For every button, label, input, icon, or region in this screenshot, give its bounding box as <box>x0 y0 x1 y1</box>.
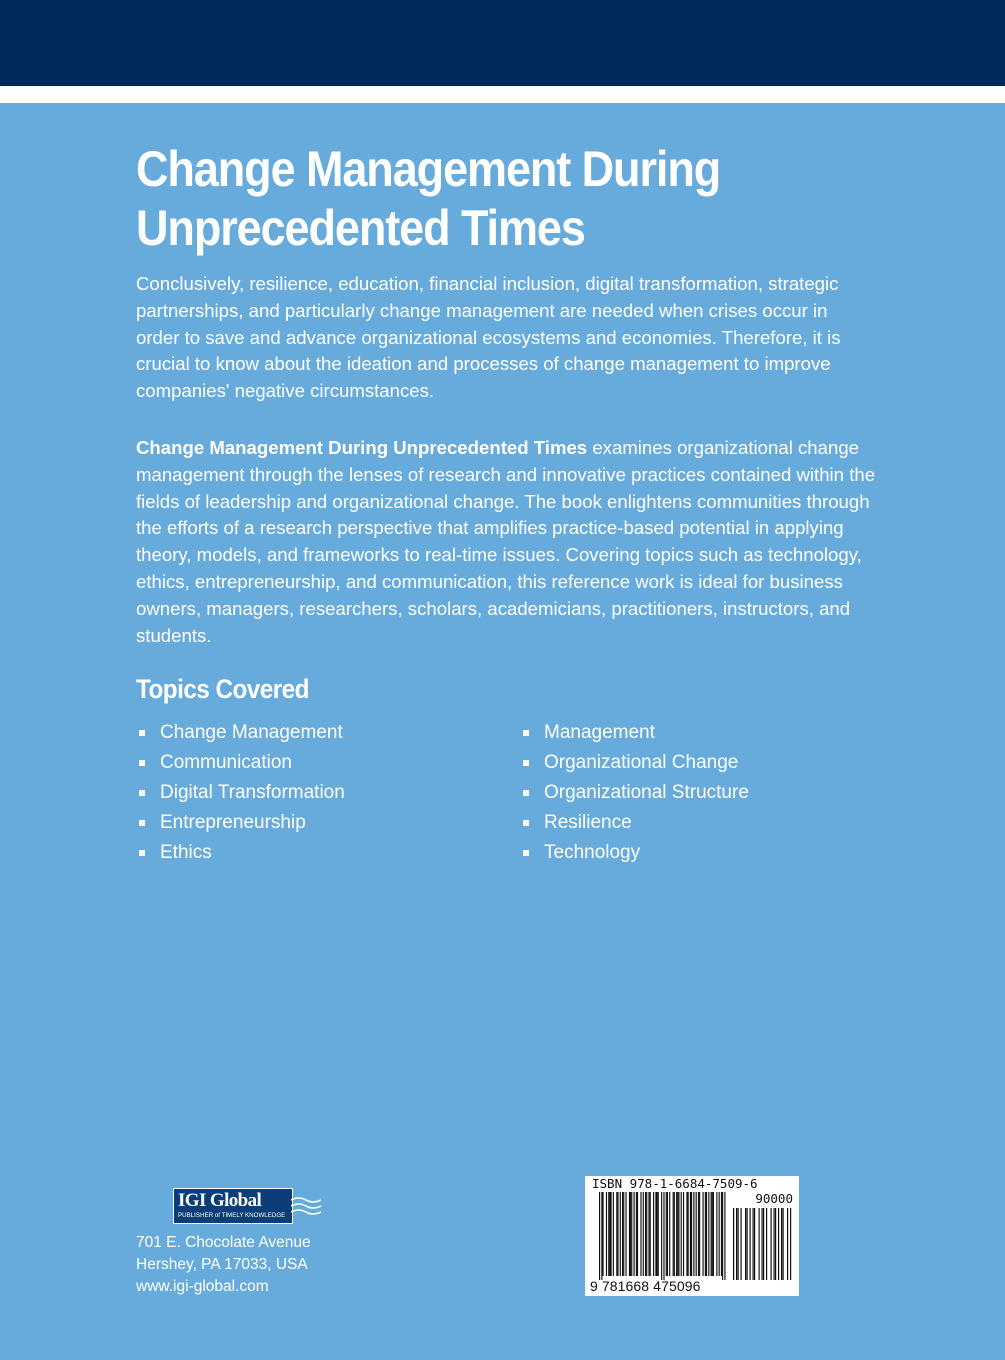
barcode-bar <box>762 1208 763 1280</box>
barcode-bar <box>655 1192 656 1276</box>
barcode-bar <box>617 1192 618 1276</box>
barcode-bar <box>766 1208 767 1280</box>
topic-label: Digital Transformation <box>160 782 345 803</box>
barcode-bar <box>747 1208 748 1280</box>
topic-item <box>136 808 345 838</box>
barcode-bar <box>601 1192 602 1280</box>
barcode-bar <box>646 1192 647 1276</box>
topics-list-left <box>136 718 345 868</box>
barcode-bar <box>663 1192 664 1280</box>
barcode-bar <box>708 1192 709 1276</box>
topic-item <box>520 718 749 748</box>
barcode-bar <box>698 1192 699 1276</box>
book-title <box>136 140 820 258</box>
book-title-line-2: Unprecedented Times <box>136 200 585 256</box>
topic-label: Entrepreneurship <box>160 812 306 833</box>
bullet-icon <box>139 790 145 796</box>
bullet-icon <box>139 730 145 736</box>
description-paragraph <box>136 435 876 649</box>
barcode-bar <box>681 1192 682 1276</box>
barcode-bar <box>674 1192 675 1276</box>
barcode-bar <box>650 1192 651 1276</box>
barcode-bar <box>623 1192 624 1276</box>
barcode-bar <box>745 1208 746 1280</box>
topic-item <box>520 778 749 808</box>
barcode-bar <box>640 1192 641 1276</box>
isbn-number: ISBN 978-1-6684-7509-6 <box>592 1176 758 1191</box>
topic-item <box>520 748 749 778</box>
barcode-bar <box>713 1192 714 1276</box>
barcode-bar <box>683 1192 684 1276</box>
barcode-bar <box>669 1192 670 1276</box>
barcode-bar <box>613 1192 614 1276</box>
barcode-bar <box>630 1192 631 1276</box>
barcode-bar <box>712 1192 713 1276</box>
barcode-bar <box>677 1192 678 1276</box>
barcode-bar <box>622 1192 623 1276</box>
barcode-bar <box>759 1208 760 1280</box>
barcode-bar <box>790 1208 791 1280</box>
topics-heading: Topics Covered <box>136 674 309 704</box>
topic-item <box>520 838 749 868</box>
barcode-bar <box>721 1192 722 1276</box>
barcode-bar <box>599 1192 600 1280</box>
barcode-bar <box>616 1192 617 1276</box>
barcode-bar <box>706 1192 707 1276</box>
white-stripe <box>0 86 1005 103</box>
description-text: examines organizational change management through the lenses of research and innovative practices contained within the fields of leadership and organizational change. The book enlightens communities through the efforts of a research perspective that amplifies practice-based potential in applying theory, models, and frameworks to real-time issues. Covering topics such as technology, ethics, entrepreneurship, and communication, this reference work is ideal for business owners, managers, researchers, scholars, academicians, practitioners, instructors, and students. <box>136 437 876 646</box>
address-line-1: 701 E. Chocolate Avenue <box>136 1234 311 1251</box>
publisher-website: www.igi-global.com <box>136 1278 269 1295</box>
bullet-icon <box>139 820 145 826</box>
isbn-barcode-box <box>585 1176 799 1296</box>
top-color-band <box>0 0 1005 86</box>
publisher-logo-box <box>173 1188 293 1224</box>
ean-number: 9 781668 475096 <box>590 1278 701 1294</box>
barcode-bar <box>608 1192 609 1276</box>
barcode-bar <box>774 1208 775 1280</box>
barcode-bar <box>688 1192 689 1276</box>
barcode-bar <box>636 1192 637 1276</box>
address-line-2: Hershey, PA 17033, USA <box>136 1256 308 1273</box>
barcode-bar <box>678 1192 679 1276</box>
barcode-bar <box>629 1192 630 1276</box>
publisher-logo-tagline: PUBLISHER of TIMELY KNOWLEDGE <box>178 1212 286 1219</box>
barcode-bar <box>733 1208 734 1280</box>
publisher-logo <box>173 1188 321 1226</box>
barcode-bar <box>750 1208 751 1280</box>
topic-label: Organizational Structure <box>544 782 749 803</box>
barcode-bar <box>631 1192 632 1276</box>
topic-label: Communication <box>160 752 292 773</box>
barcode-bar <box>634 1192 635 1276</box>
bullet-icon <box>523 850 529 856</box>
topic-label: Organizational Change <box>544 752 739 773</box>
topic-label: Ethics <box>160 842 212 863</box>
barcode-bar <box>699 1192 700 1276</box>
barcode-bar <box>703 1192 704 1276</box>
barcode-bar <box>722 1192 723 1280</box>
barcode-bar <box>620 1192 621 1276</box>
intro-paragraph: Conclusively, resilience, education, financial inclusion, digital transformation, strategic partnerships, and particularly change management are needed when crises occur in order to save and advance organizational ecosystems and economies. Therefore, it is crucial to know about the ideation and processes of change management to improve companies' negative circumstances. <box>136 273 841 402</box>
barcode-bar <box>609 1192 610 1276</box>
topic-item <box>136 838 345 868</box>
barcode-bar <box>724 1192 725 1280</box>
barcode-bar <box>645 1192 646 1276</box>
barcode-bar <box>771 1208 772 1280</box>
barcode-bar <box>667 1192 668 1276</box>
bullet-icon <box>523 760 529 766</box>
topic-label: Technology <box>544 842 641 863</box>
description-book-title: Change Management During Unprecedented Times <box>136 437 588 458</box>
barcode-bar <box>606 1192 607 1276</box>
publisher-logo-name: IGI Global <box>178 1190 262 1211</box>
barcode-bar <box>741 1208 742 1280</box>
barcode-bar <box>696 1192 697 1276</box>
barcode-bar <box>691 1192 692 1276</box>
barcode-bar <box>719 1192 720 1276</box>
barcode-bar <box>648 1192 649 1276</box>
barcode-bar <box>690 1192 691 1276</box>
barcode-bar <box>711 1192 712 1276</box>
barcode-bar <box>602 1192 603 1276</box>
bullet-icon <box>523 730 529 736</box>
barcode-bar <box>666 1192 667 1276</box>
bullet-icon <box>523 820 529 826</box>
barcode-bar <box>705 1192 706 1276</box>
barcode-bar <box>787 1208 788 1280</box>
bullet-icon <box>139 760 145 766</box>
barcode-bar <box>643 1192 644 1276</box>
topic-item <box>520 808 749 838</box>
publisher-address <box>136 1232 311 1298</box>
barcode-bar <box>611 1192 612 1276</box>
bullet-icon <box>139 850 145 856</box>
price-code: 90000 <box>755 1191 793 1206</box>
barcode-bar <box>753 1208 754 1280</box>
topics-list-right <box>520 718 749 868</box>
barcode-bar <box>763 1208 764 1280</box>
book-title-line-1: Change Management During <box>136 141 721 197</box>
barcode-bar <box>738 1208 739 1280</box>
barcode-bar <box>775 1208 776 1280</box>
barcode-bar <box>661 1192 662 1280</box>
topic-label: Management <box>544 722 655 743</box>
topic-item <box>136 778 345 808</box>
barcode-bar <box>653 1192 654 1276</box>
barcode-bar <box>778 1208 779 1280</box>
barcode-bar <box>637 1192 638 1276</box>
bullet-icon <box>523 790 529 796</box>
barcode-bar <box>625 1192 626 1276</box>
barcode-bar <box>736 1208 737 1280</box>
barcode-bar <box>781 1208 782 1280</box>
barcode-bar <box>676 1192 677 1276</box>
topic-label: Resilience <box>544 812 632 833</box>
topic-item <box>136 748 345 778</box>
topic-item <box>136 718 345 748</box>
barcode-bar <box>693 1192 694 1276</box>
barcode-bar <box>686 1192 687 1276</box>
waves-icon <box>291 1196 321 1216</box>
barcode-bar <box>783 1208 784 1280</box>
barcode-bar <box>657 1192 658 1276</box>
topic-label: Change Management <box>160 722 343 743</box>
barcode-bar <box>716 1192 717 1276</box>
barcode-bar <box>754 1208 755 1280</box>
barcode-bar <box>673 1192 674 1276</box>
barcode-bar <box>658 1192 659 1276</box>
